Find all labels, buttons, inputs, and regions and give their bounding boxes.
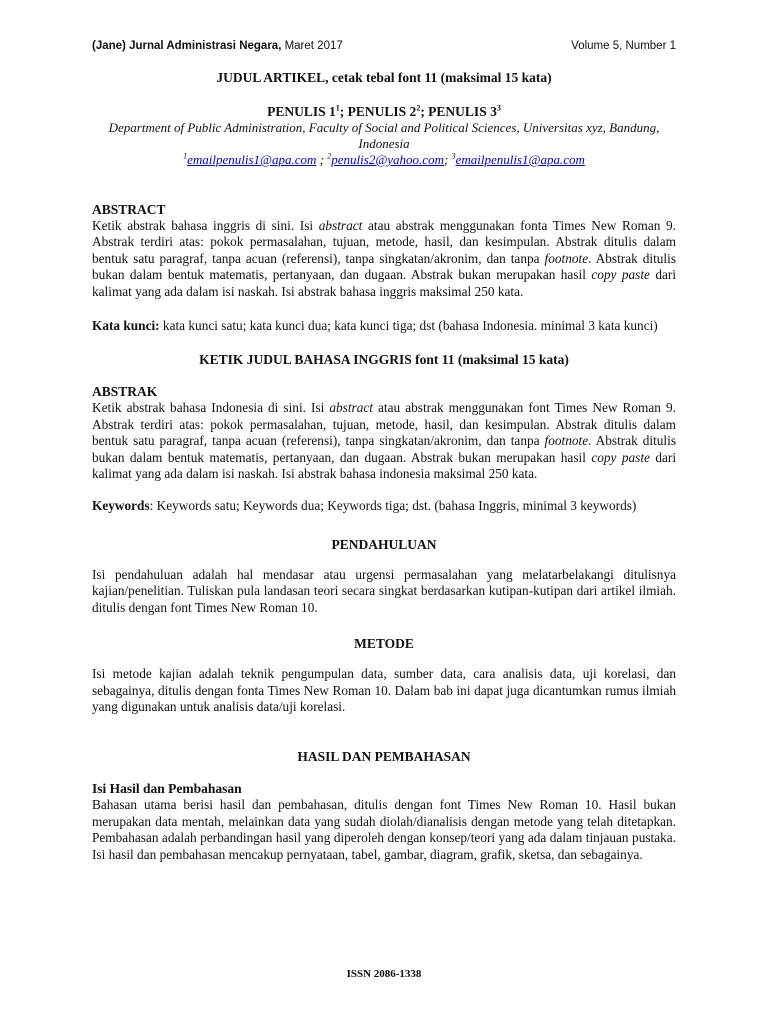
metode-heading: METODE xyxy=(354,636,414,652)
hasil-heading: HASIL DAN PEMBAHASAN xyxy=(297,749,471,765)
abstrak-body: Ketik abstrak bahasa Indonesia di sini. Isi abstract atau abstrak menggunakan font Times New Roman 9. Abstrak terdiri atas: pokok permasalahan, tujuan, metode, hasil, dan kesimpulan. Abstrak ditulis dalam bentuk satu paragraf, tanpa acuan (referensi), tanpa singkatan/akronim, dan tanpa footnote. Abstrak ditulis bukan dalam bentuk matematis, pertanyaan, dan dugaan. Abstrak bukan merupakan hasil copy paste dari kalimat yang ada dalam isi naskah. Isi abstrak bahasa indonesia maksimal 250 kata. xyxy=(92,400,677,482)
hasil-subheading: Isi Hasil dan Pembahasan xyxy=(92,781,242,797)
pendahuluan-heading: PENDAHULUAN xyxy=(331,536,437,552)
english-title: KETIK JUDUL BAHASA INGGRIS font 11 (maksimal 15 kata) xyxy=(199,352,569,368)
pendahuluan-body: Isi pendahuluan adalah hal mendasar atau urgensi permasalahan yang melatarbelakangi ditulisnya kajian/penelitian. Tuliskan pula landasan teori secara singkat berdasarkan kutipan-kutipan dari artikel ilmiah. ditulis dengan font Times New Roman 10. xyxy=(92,566,676,615)
metode-body: Isi metode kajian adalah teknik pengumpulan data, sumber data, cara analisis data, uji korelasi, dan sebagainya, ditulis dengan fonta Times New Roman 10. Dalam bab ini dapat juga dicantumkan rumus ilmiah yang digunakan untuk analisis data/uji korelasi. xyxy=(92,666,676,714)
email-link-1[interactable]: emailpenulis1@apa.com xyxy=(187,152,317,167)
abstract-body: Ketik abstrak bahasa inggris di sini. Isi abstract atau abstrak menggunakan fonta Times New Roman 9. Abstrak terdiri atas: pokok permasalahan, tujuan, metode, hasil, dan kesimpulan. Abstrak ditulis dalam bentuk satu paragraf, tanpa acuan (referensi), tanpa singkatan/akronim, dan tanpa footnote. Abstrak ditulis bukan dalam bentuk matematis, pertanyaan, dan dugaan. Abstrak bukan merupakan hasil copy paste dari kalimat yang ada dalam isi naskah. Isi abstrak bahasa inggris maksimal 250 kata. xyxy=(92,218,677,299)
author-list: PENULIS $1^1$; PENULIS $2^2$; PENULIS $3^3$ xyxy=(267,103,501,119)
keywords-indonesian: Kata kunci: kata kunci satu; kata kunci dua; kata kunci tiga; dst (bahasa Indonesia. minimal 3 kata kunci) xyxy=(92,318,658,334)
hasil-body: Bahasan utama berisi hasil dan pembahasan, ditulis dengan font Times New Roman 10. Hasil bukan merupakan data mentah, melainkan data yang sudah diolah/dianalisis dengan metode yang telah ditetapkan. Pembahasan adalah perbandingan hasil yang diperoleh dengan konsep/teori yang ada dalam tinjauan pustaka. Isi hasil dan pembahasan mencakup pernyataan, tabel, gambar, diagram, grafik, sketsa, dan sebagainya. xyxy=(92,797,676,862)
author-emails: $^1$emailpenulis1@apa.com ; $^2$penulis2@yahoo.com; $^3$emailpenulis1@apa.com xyxy=(183,151,585,167)
running-header xyxy=(92,40,676,52)
affiliation: Department of Public Administration, Faculty of Social and Political Sciences, Universitas xyz, Bandung, Indonesia xyxy=(108,120,660,151)
abstract-heading: ABSTRACT xyxy=(92,202,166,217)
email-link-2[interactable]: penulis2@yahoo.com xyxy=(331,152,444,167)
keywords-english: Keywords: Keywords satu; Keywords dua; Keywords tiga; dst. (bahasa Inggris, minimal 3 keywords) xyxy=(92,498,637,514)
abstrak-heading: ABSTRAK xyxy=(92,384,158,400)
article-content xyxy=(92,70,676,863)
article-title: JUDUL ARTIKEL, cetak tebal font 11 (maksimal 15 kata) xyxy=(216,70,552,85)
issn-footer: ISSN 2086-1338 xyxy=(346,968,422,980)
email-link-3[interactable]: emailpenulis1@apa.com xyxy=(455,152,585,167)
volume-info: Volume 5, Number 1 xyxy=(571,40,676,52)
journal-info: (Jane) Jurnal Administrasi Negara, Maret 2017 xyxy=(92,40,343,52)
